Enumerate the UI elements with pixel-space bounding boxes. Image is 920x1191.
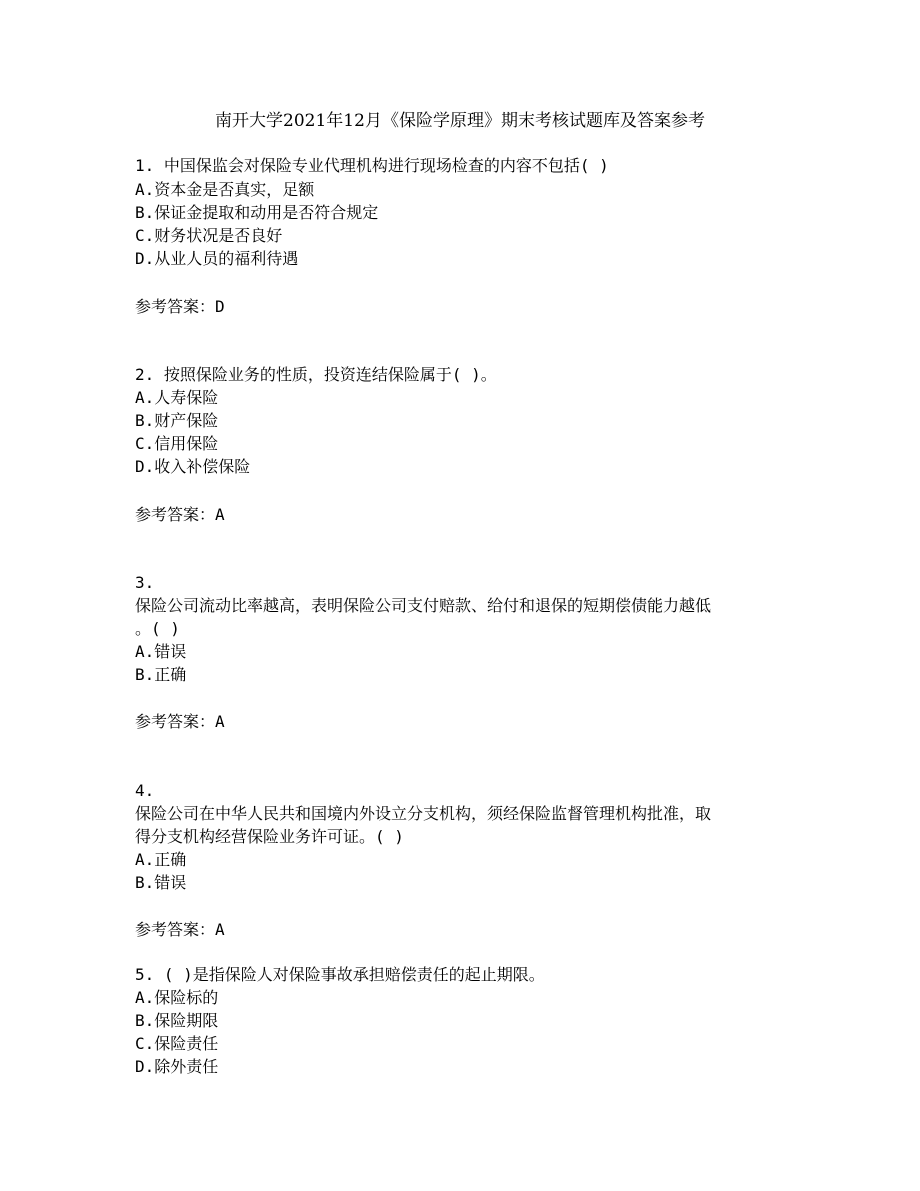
question-2-option-b: B.财产保险 xyxy=(135,411,219,430)
question-2-answer: 参考答案：A xyxy=(135,505,225,524)
question-2-option-c: C.信用保险 xyxy=(135,434,219,453)
question-1-option-a: A.资本金是否真实，足额 xyxy=(135,180,315,199)
question-3-header: 3. xyxy=(135,573,155,592)
question-5-header: 5. ( )是指保险人对保险事故承担赔偿责任的起止期限。 xyxy=(135,965,545,984)
question-2-option-d: D.收入补偿保险 xyxy=(135,457,251,476)
question-1-header: 1. 中国保监会对保险专业代理机构进行现场检查的内容不包括( ) xyxy=(135,156,609,175)
question-4-text-line-2: 得分支机构经营保险业务许可证。( ) xyxy=(135,827,404,846)
question-4-option-a: A.正确 xyxy=(135,850,187,869)
question-5-option-c: C.保险责任 xyxy=(135,1034,219,1053)
question-5-option-b: B.保险期限 xyxy=(135,1011,219,1030)
question-5-option-a: A.保险标的 xyxy=(135,988,219,1007)
question-4-option-b: B.错误 xyxy=(135,873,187,892)
question-4-text-line-1: 保险公司在中华人民共和国境内外设立分支机构，须经保险监督管理机构批准，取 xyxy=(135,804,712,823)
document-title: 南开大学2021年12月《保险学原理》期末考核试题库及答案参考 xyxy=(215,111,705,131)
question-2-option-a: A.人寿保险 xyxy=(135,388,219,407)
question-4-header: 4. xyxy=(135,781,155,800)
question-3-option-a: A.错误 xyxy=(135,642,187,661)
question-3-text-line-1: 保险公司流动比率越高，表明保险公司支付赔款、给付和退保的短期偿债能力越低 xyxy=(135,596,712,615)
question-1-option-d: D.从业人员的福利待遇 xyxy=(135,249,299,268)
question-1-answer: 参考答案：D xyxy=(135,297,225,316)
question-2-header: 2. 按照保险业务的性质，投资连结保险属于( )。 xyxy=(135,365,497,384)
question-1-option-c: C.财务状况是否良好 xyxy=(135,226,283,245)
question-3-answer: 参考答案：A xyxy=(135,712,225,731)
question-3-text-line-2: 。( ) xyxy=(135,619,180,638)
question-3-option-b: B.正确 xyxy=(135,665,187,684)
question-1-option-b: B.保证金提取和动用是否符合规定 xyxy=(135,203,379,222)
question-4-answer: 参考答案：A xyxy=(135,920,225,939)
question-5-option-d: D.除外责任 xyxy=(135,1057,219,1076)
